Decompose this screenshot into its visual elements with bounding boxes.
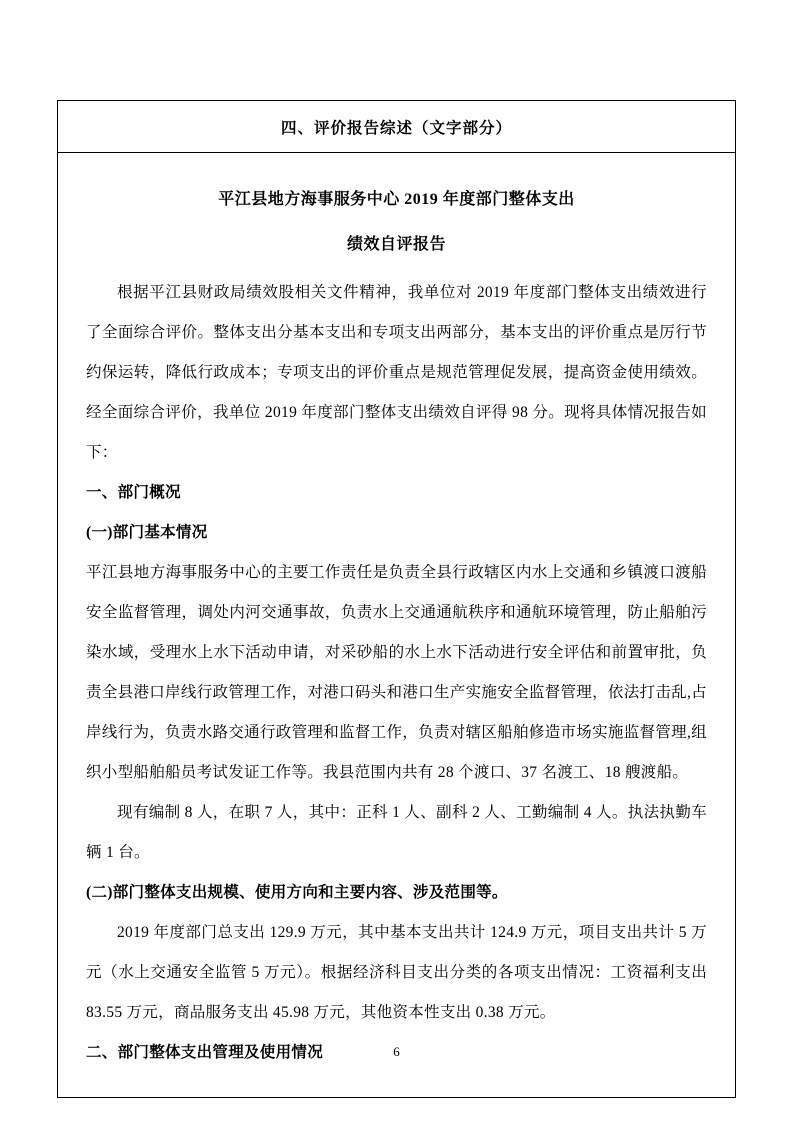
heading-section-1: 一、部门概况: [86, 484, 181, 501]
section-title: 四、评价报告综述（文字部分）: [280, 119, 512, 137]
paragraph-staffing: 现有编制 8 人，在职 7 人，其中：正科 1 人、副科 2 人、工勤编制 4 人。执法执勤车辆 1 台。: [86, 804, 707, 861]
heading-section-1-2: (二)部门整体支出规模、使用方向和主要内容、涉及范围等。: [86, 884, 508, 901]
heading-section-2: 二、部门整体支出管理及使用情况: [86, 1044, 324, 1061]
paragraph-duties: 平江县地方海事服务中心的主要工作责任是负责全县行政辖区内水上交通和乡镇渡口渡船安全监督管理，调处内河交通事故，负责水上交通通航秩序和通航环境管理，防止船舶污染水域，受理水上水下活动申请，对采砂船的水上水下活动进行安全评估和前置审批，负责全县港口岸线行政管理工作，对港口码头和港口生产实施安全监督管理，依法打击乱,占岸线行为，负责水路交通行政管理和监督工作，负责对辖区船舶修造市场实施监督管理,组织小型船舶船员考试发证工作等。我县范围内共有 28 个渡口、37 名渡工、18 艘渡船。: [86, 564, 707, 781]
report-body-cell: [58, 153, 735, 1097]
page-number: 6: [393, 1044, 400, 1059]
paragraph-intro: 根据平江县财政局绩效股相关文件精神，我单位对 2019 年度部门整体支出绩效进行了全面综合评价。整体支出分基本支出和专项支出两部分，基本支出的评价重点是厉行节约保运转，降低行政成本；专项支出的评价重点是规范管理促发展，提高资金使用绩效。经全面综合评价，我单位 2019 年度部门整体支出绩效自评得 98 分。现将具体情况报告如下：: [86, 284, 707, 461]
heading-section-1-1: (一)部门基本情况: [86, 524, 208, 541]
section-header-cell: [58, 101, 735, 153]
report-title-line1: 平江县地方海事服务中心 2019 年度部门整体支出: [218, 191, 575, 208]
report-title-line2: 绩效自评报告: [346, 236, 446, 253]
report-table: [57, 100, 736, 1098]
paragraph-expenditure: 2019 年度部门总支出 129.9 万元，其中基本支出共计 124.9 万元，项目支出共计 5 万元（水上交通安全监管 5 万元）。根据经济科目支出分类的各项支出情况：工资福利支出 83.55 万元，商品服务支出 45.98 万元，其他资本性支出 0.38 万元。: [86, 924, 707, 1021]
